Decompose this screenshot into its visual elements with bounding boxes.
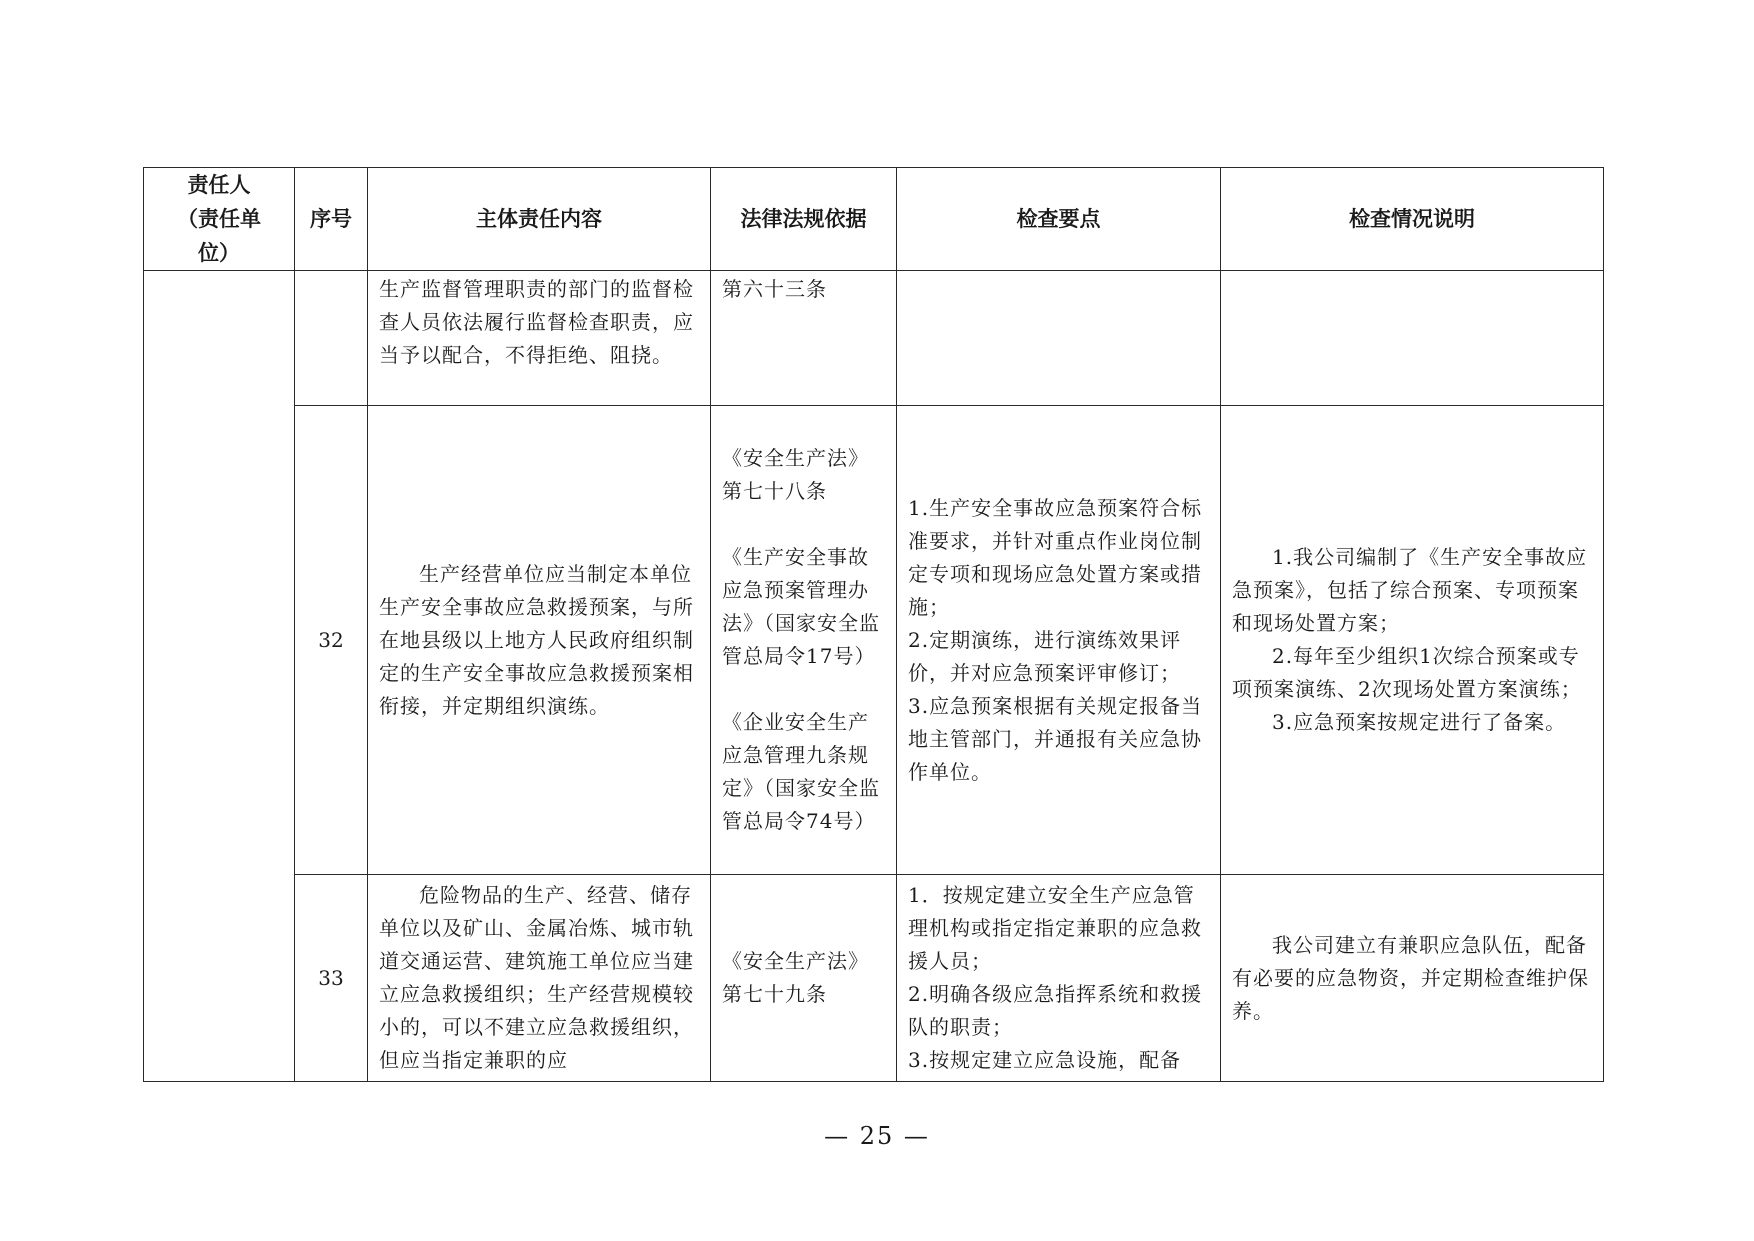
responsible-cell (144, 271, 295, 1082)
table-row (144, 875, 1604, 1082)
points-cell: 1．按规定建立安全生产应急管理机构或指定指定兼职的应急救援人员； 2.明确各级应急指挥系统和救援队的职责； 3.按规定建立应急设施，配备 (897, 875, 1221, 1082)
basis-cell: 《安全生产法》第七十八条 《生产安全事故应急预案管理办法》（国家安全监管总局令17号） 《企业安全生产应急管理九条规定》（国家安全监管总局令74号） (711, 406, 897, 875)
content-cell: 生产经营单位应当制定本单位生产安全事故应急救援预案，与所在地县级以上地方人民政府组织制定的生产安全事故应急救援预案相衔接，并定期组织演练。 (368, 406, 711, 875)
table-row (144, 271, 1604, 406)
points-cell: 1.生产安全事故应急预案符合标准要求，并针对重点作业岗位制定专项和现场应急处置方案或措施； 2.定期演练，进行演练效果评价，并对应急预案评审修订； 3.应急预案根据有关规定报备当地主管部门，并通报有关应急协作单位。 (897, 406, 1221, 875)
header-content: 主体责任内容 (368, 168, 711, 271)
basis-cell: 第六十三条 (711, 271, 897, 406)
header-serial: 序号 (295, 168, 368, 271)
header-points: 检查要点 (897, 168, 1221, 271)
notes-cell (1221, 271, 1604, 406)
page-number: — 25 — (824, 1122, 930, 1150)
header-notes: 检查情况说明 (1221, 168, 1604, 271)
content-cell: 生产监督管理职责的部门的监督检查人员依法履行监督检查职责，应当予以配合，不得拒绝、阻挠。 (368, 271, 711, 406)
serial-cell: 33 (295, 875, 368, 1082)
points-cell (897, 271, 1221, 406)
serial-cell (295, 271, 368, 406)
table-row (144, 406, 1604, 875)
basis-cell: 《安全生产法》第七十九条 (711, 875, 897, 1082)
serial-cell: 32 (295, 406, 368, 875)
header-responsible: 责任人 （责任单 位） (144, 168, 295, 271)
header-basis: 法律法规依据 (711, 168, 897, 271)
content-cell: 危险物品的生产、经营、储存单位以及矿山、金属冶炼、城市轨道交通运营、建筑施工单位应当建立应急救援组织；生产经营规模较小的，可以不建立应急救援组织，但应当指定兼职的应 (368, 875, 711, 1082)
responsibility-table (143, 167, 1604, 1082)
notes-cell: 我公司建立有兼职应急队伍，配备有必要的应急物资，并定期检查维护保养。 (1221, 875, 1604, 1082)
table-header-row (144, 168, 1604, 271)
notes-cell: 1.我公司编制了《生产安全事故应急预案》，包括了综合预案、专项预案和现场处置方案； 2.每年至少组织1次综合预案或专项预案演练、2次现场处置方案演练； 3.应急预案按规定进行了备案。 (1221, 406, 1604, 875)
